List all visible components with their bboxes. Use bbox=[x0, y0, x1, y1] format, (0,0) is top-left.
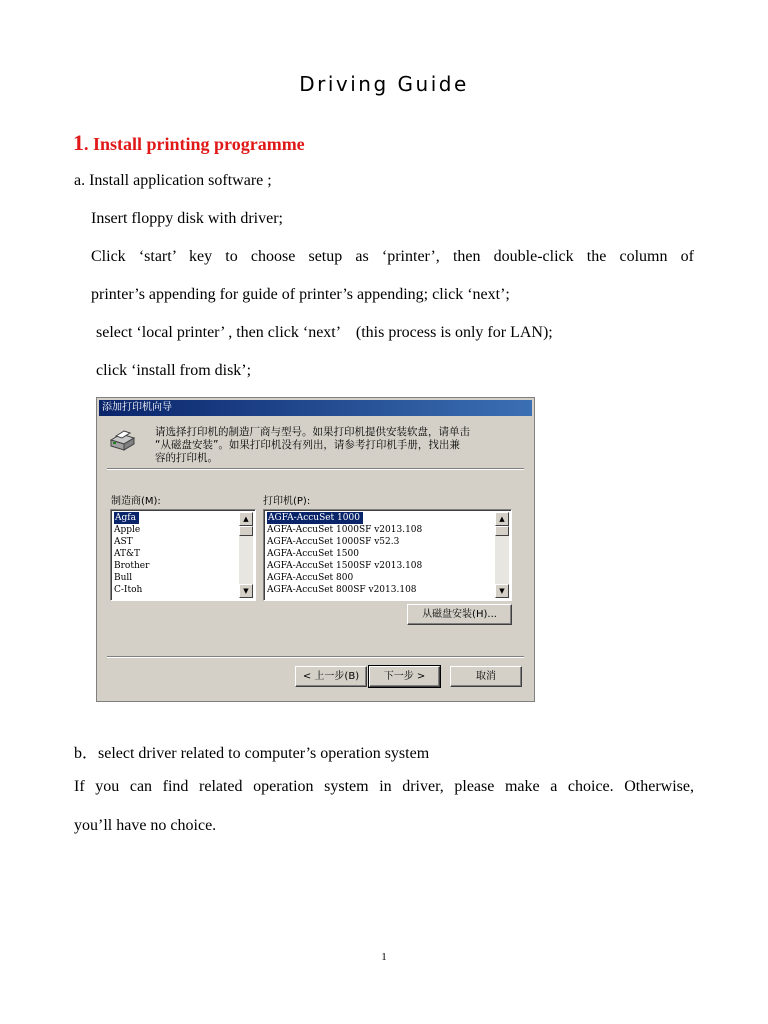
printers-label: 打印机(P): bbox=[263, 496, 311, 507]
step-a-line: Insert floppy disk with driver; bbox=[91, 210, 283, 227]
divider bbox=[107, 656, 524, 658]
dialog-instructions bbox=[155, 426, 527, 465]
next-button[interactable]: 下一步 > bbox=[369, 666, 440, 687]
step-a-line: printer’s appending for guide of printer’s appending; click ‘next’; bbox=[91, 286, 510, 303]
scroll-down-icon[interactable]: ▼ bbox=[239, 584, 253, 598]
section-title: . Install printing programme bbox=[84, 134, 305, 154]
manufacturers-scrollbar[interactable] bbox=[239, 512, 253, 598]
scroll-down-icon[interactable]: ▼ bbox=[495, 584, 509, 598]
printer-item[interactable]: AGFA-AccuSet 800 bbox=[267, 573, 354, 583]
instruction-line: “从磁盘安装”。如果打印机没有列出，请参考打印机手册，找出兼 bbox=[155, 439, 460, 451]
manufacturers-label: 制造商(M): bbox=[111, 496, 161, 507]
section-number: 1 bbox=[73, 130, 84, 155]
step-b-line: If you can find related operation system in driver, please make a choice. Otherwise, bbox=[74, 778, 694, 795]
step-b-heading: b．select driver related to computer’s operation system bbox=[74, 745, 430, 762]
printer-item[interactable]: AGFA-AccuSet 1500 bbox=[267, 549, 359, 559]
add-printer-wizard-dialog bbox=[96, 397, 535, 702]
manufacturer-item[interactable]: Brother bbox=[114, 561, 150, 571]
manufacturer-item[interactable]: AST bbox=[114, 537, 133, 547]
step-a-line: select ‘local printer’ , then click ‘next’ (this process is only for LAN); bbox=[96, 324, 553, 341]
scroll-up-icon[interactable]: ▲ bbox=[239, 512, 253, 526]
instruction-line: 容的打印机。 bbox=[155, 452, 218, 464]
step-a-line: click ‘install from disk’; bbox=[96, 362, 252, 379]
have-disk-button[interactable]: 从磁盘安装(H)... bbox=[407, 604, 512, 625]
cancel-button[interactable]: 取消 bbox=[450, 666, 522, 687]
printer-item[interactable]: AGFA-AccuSet 1000SF v52.3 bbox=[267, 537, 400, 547]
scroll-up-icon[interactable]: ▲ bbox=[495, 512, 509, 526]
printer-item[interactable]: AGFA-AccuSet 1000 bbox=[267, 512, 363, 524]
printer-item[interactable]: AGFA-AccuSet 800SF v2013.108 bbox=[267, 585, 417, 595]
printers-listbox[interactable] bbox=[263, 509, 512, 601]
step-a-line: Click ‘start’ key to choose setup as ‘printer’, then double-click the column of bbox=[91, 248, 694, 265]
scroll-thumb[interactable] bbox=[239, 526, 253, 536]
scroll-thumb[interactable] bbox=[495, 526, 509, 536]
dialog-title-bar: 添加打印机向导 bbox=[99, 400, 532, 416]
printer-item[interactable]: AGFA-AccuSet 1500SF v2013.108 bbox=[267, 561, 423, 571]
printers-scrollbar[interactable] bbox=[495, 512, 509, 598]
instruction-line: 请选择打印机的制造厂商与型号。如果打印机提供安装软盘，请单击 bbox=[155, 426, 470, 438]
back-button[interactable]: < 上一步(B) bbox=[295, 666, 367, 687]
step-b-line: you’ll have no choice. bbox=[74, 817, 217, 834]
page-number: 1 bbox=[381, 951, 387, 963]
manufacturers-listbox[interactable] bbox=[110, 509, 256, 601]
manufacturer-item[interactable]: Agfa bbox=[114, 512, 139, 524]
manufacturer-item[interactable]: C-Itoh bbox=[114, 585, 143, 595]
manufacturer-item[interactable]: AT&T bbox=[114, 549, 141, 559]
section-heading bbox=[73, 130, 305, 156]
divider bbox=[107, 468, 524, 470]
step-a-heading: a. Install application software ; bbox=[74, 172, 272, 189]
manufacturer-item[interactable]: Bull bbox=[114, 573, 133, 583]
printer-item[interactable]: AGFA-AccuSet 1000SF v2013.108 bbox=[267, 525, 423, 535]
manufacturer-item[interactable]: Apple bbox=[114, 525, 141, 535]
document-title: Driving Guide bbox=[299, 72, 469, 96]
printer-icon bbox=[107, 428, 137, 454]
